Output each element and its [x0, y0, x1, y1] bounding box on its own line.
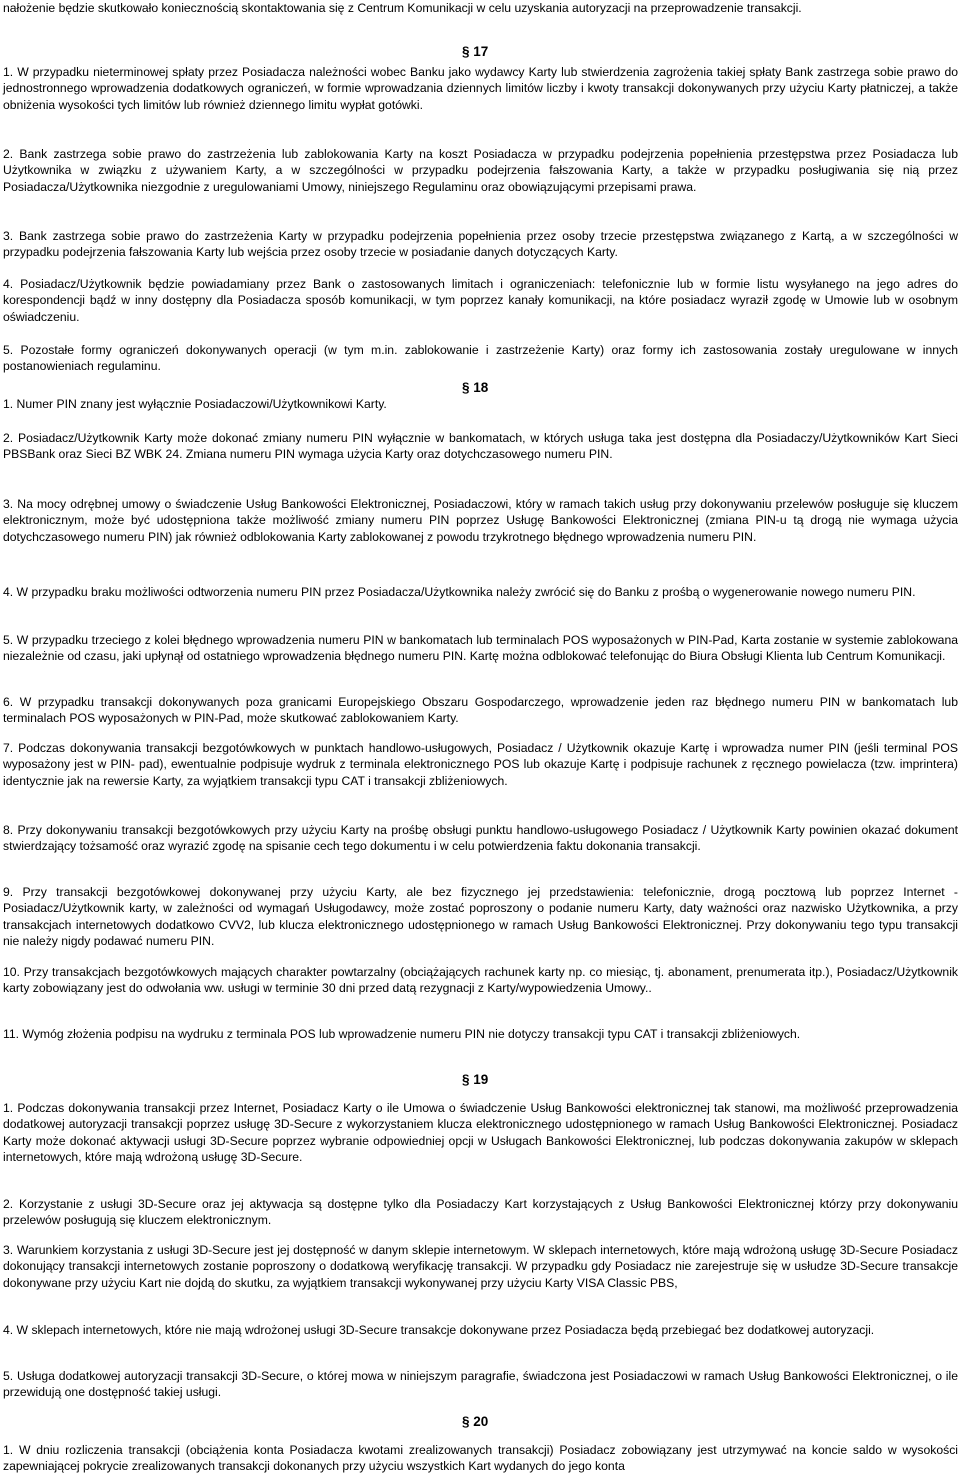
- paragraph-18-10: 10. Przy transakcjach bezgotówkowych mających charakter powtarzalny (obciążających rachunek karty np. co miesiąc, tj. abonament, prenumerata itp.), Posiadacz/Użytkownik karty zobowiązany jest do odwołania ww. usługi w terminie 30 dni przed datą rezygnacji z Karty/wypowiedzenia Umowy..: [3, 965, 958, 996]
- paragraph-18-6: 6. W przypadku transakcji dokonywanych poza granicami Europejskiego Obszaru Gospodarczego, wprowadzenie jeden raz błędnego numeru PIN w bankomatach lub terminalach POS wyposażonych w PIN-Pad, może skutkować zablokowaniem Karty.: [3, 695, 958, 726]
- paragraph-18-3: 3. Na mocy odrębnej umowy o świadczenie Usług Bankowości Elektronicznej, Posiadaczowi, który w ramach takich usług przy dokonywaniu przelewów posługuje się kluczem elektronicznym, może być udostępniona także możliwość zmiany numeru PIN poprzez Usługę Bankowości Elektronicznej (zmiana PIN-u tą drogą nie wymaga użycia dotychczasowego numeru PIN) jak również odblokowania Karty zablokowanej z powodu trzykrotnego błędnego wprowadzenia numeru PIN.: [3, 497, 958, 544]
- paragraph-17-1: 1. W przypadku nieterminowej spłaty przez Posiadacza należności wobec Banku jako wydawcy Karty lub stwierdzenia zagrożenia takiej spłaty Bank zastrzega sobie prawo do jednostronnego wprowadzenia dodatkowych ograniczeń, w formie wprowadzania dziennych limitów liczby i kwoty transakcji dokonywanych przy użyciu Karty płatniczej, a także obniżenia wysokości tych limitów lub również dziennego limitu wypłat gotówki.: [3, 65, 958, 112]
- section-heading-19: § 19: [462, 1072, 489, 1087]
- paragraph-18-2: 2. Posiadacz/Użytkownik Karty może dokonać zmiany numeru PIN wyłącznie w bankomatach, w których usługa taka jest dostępna dla Posiadaczy/Użytkowników Kart Sieci PBSBank oraz Sieci BZ WBK 24. Zmiana numeru PIN wymaga użycia Karty oraz dotychczasowego numeru PIN.: [3, 431, 958, 462]
- paragraph-19-1: 1. Podczas dokonywania transakcji przez Internet, Posiadacz Karty o ile Umowa o świadczenie Usług Bankowości elektronicznej tak stanowi, ma możliwość przeprowadzenia dodatkowej autoryzacji transakcji poprzez usługę 3D-Secure z wykorzystaniem klucza elektronicznego udostępnionego w ramach Usług Bankowości Elektronicznej. Posiadacz Karty może dokonać aktywacji usługi 3D-Secure poprzez wybranie odpowiedniej opcji w Usługach Bankowości Elektronicznej, lub podczas dokonywania zakupów w sklepach internetowych, które mają wdrożoną usługę 3D-Secure.: [3, 1101, 958, 1164]
- paragraph-19-4: 4. W sklepach internetowych, które nie mają wdrożonej usługi 3D-Secure transakcje dokonywane przez Posiadacza będą przebiegać bez dodatkowej autoryzacji.: [3, 1323, 875, 1337]
- paragraph-18-4: 4. W przypadku braku możliwości odtworzenia numeru PIN przez Posiadacza/Użytkownika należy zwrócić się do Banku z prośbą o wygenerowanie nowego numeru PIN.: [3, 585, 916, 599]
- paragraph-19-2: 2. Korzystanie z usługi 3D-Secure oraz jej aktywacja są dostępne tylko dla Posiadaczy Kart korzystających z Usług Bankowości Elektronicznej którzy przy dokonywaniu przelewów posługują się kluczem elektronicznym.: [3, 1197, 958, 1228]
- paragraph-17-5: 5. Pozostałe formy ograniczeń dokonywanych operacji (w tym m.in. zablokowanie i zastrzeżenie Karty) oraz formy ich zastosowania zostały uregulowane w innych postanowieniach regulaminu.: [3, 343, 958, 374]
- paragraph-18-5: 5. W przypadku trzeciego z kolei błędnego wprowadzenia numeru PIN w bankomatach lub terminalach POS wyposażonych w PIN-Pad, Karta zostanie w systemie zablokowana niezależnie od czasu, jaki upłynął od ostatniego wprowadzenia błędnego numeru PIN. Kartę można odblokować telefonując do Biura Obsługi Klienta lub Centrum Komunikacji.: [3, 633, 958, 664]
- paragraph-18-11: 11. Wymóg złożenia podpisu na wydruku z terminala POS lub wprowadzenie numeru PIN nie dotyczy transakcji typu CAT i transakcji zbliżeniowych.: [3, 1027, 801, 1041]
- section-heading-20: § 20: [462, 1414, 489, 1429]
- section-heading-17: § 17: [462, 44, 489, 59]
- paragraph-18-7: 7. Podczas dokonywania transakcji bezgotówkowych w punktach handlowo-usługowych, Posiadacz / Użytkownik okazuje Kartę i wprowadza numer PIN (jeśli terminal POS wyposażony jest w PIN- pad), ewentualnie podpisuje wydruk z terminala elektronicznego POS lub okazuje Kartę i podpisuje rachunek z ręcznego powielacza (tzw. imprintera) identycznie jak na rewersie Karty, za wyjątkiem transakcji typu CAT i transakcji zbliżeniowych.: [3, 741, 958, 788]
- paragraph-17-4: 4. Posiadacz/Użytkownik będzie powiadamiany przez Bank o zastosowanych limitach i ograniczeniach: telefonicznie lub w formie listu wysyłanego na jego adres do korespondencji bądź w inny dostępny dla Posiadacza sposób komunikacji, w tym poprzez kanały komunikacji, na które posiadacz wyraził zgodę w Umowie lub w osobnym oświadczeniu.: [3, 277, 958, 324]
- paragraph-19-3: 3. Warunkiem korzystania z usługi 3D-Secure jest jej dostępność w danym sklepie internetowym. W sklepach internetowych, które mają wdrożoną usługę 3D-Secure Posiadacz dokonujący transakcji internetowych zostanie poproszony o dodatkową weryfikację transakcji. W przypadku gdy Posiadacz nie zarejestruje się w usłudze 3D-Secure transakcje dokonywane przy użyciu Kart nie dojdą do skutku, za wyjątkiem transakcji wykonywanej przy użyciu Karty VISA Classic PBS,: [3, 1243, 958, 1290]
- section-heading-18: § 18: [462, 380, 489, 395]
- paragraph-20-1: 1. W dniu rozliczenia transakcji (obciążenia konta Posiadacza kwotami zrealizowanych transakcji) Posiadacz zobowiązany jest utrzymywać na koncie saldo w wysokości zapewniającej pokrycie zrealizowanych transakcji dokonanych przy użyciu wszystkich Kart wydanych do jego konta: [3, 1443, 958, 1474]
- paragraph-18-1: 1. Numer PIN znany jest wyłącznie Posiadaczowi/Użytkownikowi Karty.: [3, 397, 387, 411]
- paragraph-17-2: 2. Bank zastrzega sobie prawo do zastrzeżenia lub zablokowania Karty na koszt Posiadacza w przypadku podejrzenia popełnienia przestępstwa przez Posiadacza lub Użytkownika w związku z używaniem Karty, a w szczególności w przypadku podejrzenia fałszowania Karty, a także w przypadku posługiwania się nią przez Posiadacza/Użytkownika niezgodnie z uregulowaniami Umowy, niniejszego Regulaminu oraz obowiązującymi przepisami prawa.: [3, 147, 958, 194]
- paragraph-18-9: 9. Przy transakcji bezgotówkowej dokonywanej przy użyciu Karty, ale bez fizycznego jej przedstawienia: telefonicznie, drogą pocztową lub poprzez Internet - Posiadacz/Użytkownik karty, w zależności od wymagań Usługodawcy, może zostać poproszony o podanie numeru Karty, daty ważności oraz nazwisko Użytkownika, a przy transakcjach internetowych dodatkowo CVV2, lub klucza elektronicznego udostępnionego w ramach Usług Bankowości Elektronicznej. Przy dokonywaniu tego typu transakcji nie należy nigdy podawać numeru PIN.: [3, 885, 958, 948]
- paragraph-17-3: 3. Bank zastrzega sobie prawo do zastrzeżenia Karty w przypadku podejrzenia popełnienia przez osoby trzecie przestępstwa związanego z Kartą, a w szczególności w przypadku podejrzenia fałszowania Karty lub wejścia przez osoby trzecie w posiadanie danych dotyczących Karty.: [3, 229, 958, 260]
- paragraph-18-8: 8. Przy dokonywaniu transakcji bezgotówkowych przy użyciu Karty na prośbę obsługi punktu handlowo-usługowego Posiadacz / Użytkownik Karty powinien okazać dokument stwierdzający tożsamość oraz wyrazić zgodę na spisanie cech tego dokumentu i w celu potwierdzenia faktu dokonania transakcji.: [3, 823, 958, 854]
- intro-paragraph: nałożenie będzie skutkowało koniecznością skontaktowania się z Centrum Komunikacji w celu uzyskania autoryzacji na przeprowadzenie transakcji.: [3, 1, 802, 15]
- paragraph-19-5: 5. Usługa dodatkowej autoryzacji transakcji 3D-Secure, o której mowa w niniejszym paragrafie, świadczona jest Posiadaczowi w ramach Usług Bankowości Elektronicznej, o ile przewidują one dostępność takiej usługi.: [3, 1369, 958, 1400]
